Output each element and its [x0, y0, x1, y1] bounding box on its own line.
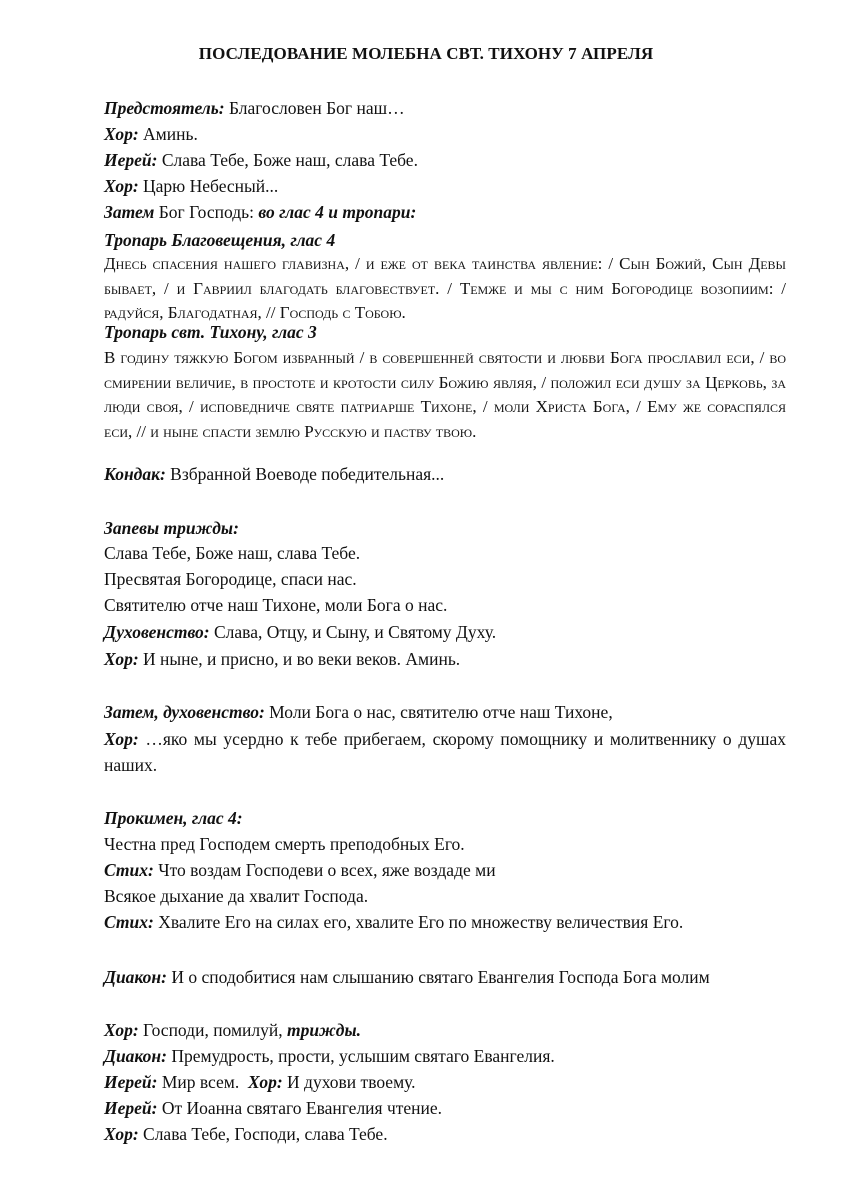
refrains-heading: Запевы трижды: [104, 518, 239, 538]
role-label: Хор: [104, 176, 139, 196]
kontakion-line [104, 462, 444, 486]
role-label: Кондак: [104, 464, 166, 484]
line-text: И о сподобитися нам слышанию святаго Евангелия Господа Бога молим [166, 967, 710, 987]
refrain-line-1: Слава Тебе, Боже наш, слава Тебе. [104, 543, 361, 563]
prokeimenon-verse-2 [104, 910, 683, 934]
line-text: Премудрость, прости, услышим святаго Евангелия. [166, 1046, 555, 1066]
prokeimenon-heading: Прокимен, глас 4: [104, 808, 243, 828]
troparion-tikhon-text: В годину тяжкую Богом избранный / в совершенней святости и любви Бога прославил еси, / во смирении величие, в простоте и кротости силу Божию являя, / положил еси душу за Церковь, за люди своя, / исповедниче святе патриарше Тихоне, / моли Христа Бога, / Ему же сораспялся еси, // и ныне спасти землю Русскую и паству твою. [104, 348, 786, 441]
gospel-priest-line-2 [104, 1096, 442, 1120]
role-label: Хор: [104, 1124, 139, 1144]
line-text: И ныне, и присно, и во веки веков. Аминь. [138, 649, 461, 669]
opening-line-4 [104, 174, 278, 198]
line-text: Мир всем. [157, 1072, 249, 1092]
role-label: Предстоятель: [104, 98, 225, 118]
line-text: Благословен Бог наш… [224, 98, 405, 118]
gospel-choir-line-1 [104, 1018, 361, 1042]
line-text: Царю Небесный... [138, 176, 279, 196]
role-label: Хор: [104, 729, 139, 749]
line-text: Слава Тебе, Господи, слава Тебе. [138, 1124, 388, 1144]
role-label: Хор: [104, 1020, 139, 1040]
role-label: Хор: [248, 1072, 283, 1092]
role-label: Духовенство: [104, 622, 210, 642]
role-label: Хор: [104, 124, 139, 144]
line-text: Моли Бога о нас, святителю отче наш Тихоне, [264, 702, 613, 722]
then-clergy-line [104, 700, 613, 724]
line-text: И духови твоему. [282, 1072, 416, 1092]
opening-line-1 [104, 96, 405, 120]
opening-line-2 [104, 122, 198, 146]
line-text: Слава, Отцу, и Сыну, и Святому Духу. [209, 622, 497, 642]
role-label: Затем [104, 202, 155, 222]
refrain-line-3: Святителю отче наш Тихоне, моли Бога о нас. [104, 595, 448, 615]
role-label: Стих: [104, 860, 154, 880]
role-label: Затем, духовенство: [104, 702, 265, 722]
rubric-tail: трижды. [287, 1020, 361, 1040]
line-text: Аминь. [138, 124, 198, 144]
troparion-annunciation-heading: Тропарь Благовещения, глас 4 [104, 230, 336, 250]
line-text: Господи, помилуй, [138, 1020, 288, 1040]
rubric-tail: во глас 4 и тропари: [258, 202, 417, 222]
opening-line-3 [104, 148, 418, 172]
prokeimenon-verse-1 [104, 858, 496, 882]
line-text: …яко мы усердно к тебе прибегаем, скорому помощнику и молитвеннику о душах наших. [104, 729, 786, 775]
gospel-priest-line-1 [104, 1070, 416, 1094]
line-text: Хвалите Его на силах его, хвалите Его по множеству величествия Его. [153, 912, 684, 932]
line-text: Бог Господь: [154, 202, 259, 222]
role-label: Хор: [104, 649, 139, 669]
role-label: Иерей: [104, 1098, 158, 1118]
line-text: Взбранной Воеводе победительная... [165, 464, 445, 484]
line-text: Слава Тебе, Боже наш, слава Тебе. [157, 150, 418, 170]
refrain-clergy-line [104, 620, 496, 644]
then-god-is-lord-line [104, 200, 416, 224]
document-title: ПОСЛЕДОВАНИЕ МОЛЕБНА СВТ. ТИХОНУ 7 АПРЕЛЯ [198, 44, 654, 63]
role-label: Стих: [104, 912, 154, 932]
gospel-deacon-petition [104, 964, 786, 990]
refrain-choir-line [104, 647, 460, 671]
role-label: Диакон: [104, 967, 167, 987]
prokeimenon-line-1: Честна пред Господем смерть преподобных Его. [104, 834, 465, 854]
line-text: Что воздам Господеви о всех, яже воздаде ми [153, 860, 496, 880]
gospel-deacon-line-2 [104, 1044, 555, 1068]
then-choir-paragraph [104, 726, 786, 778]
role-label: Иерей: [104, 150, 158, 170]
refrain-line-2: Пресвятая Богородице, спаси нас. [104, 569, 357, 589]
role-label: Диакон: [104, 1046, 167, 1066]
troparion-annunciation-text: Днесь спасения нашего главизна, / и еже от века таинства явление: / Сын Божий, Сын Девы бывает, / и Гавриил благодать благовествует. / Темже и мы с ним Богородице возопиим: / радуйся, Благодатная, // Господь с Тобою. [104, 254, 786, 322]
troparion-tikhon-heading: Тропарь свт. Тихону, глас 3 [104, 322, 317, 342]
role-label: Иерей: [104, 1072, 158, 1092]
line-text: От Иоанна святаго Евангелия чтение. [157, 1098, 443, 1118]
gospel-choir-line-2 [104, 1122, 388, 1146]
prokeimenon-line-2: Всякое дыхание да хвалит Господа. [104, 886, 369, 906]
